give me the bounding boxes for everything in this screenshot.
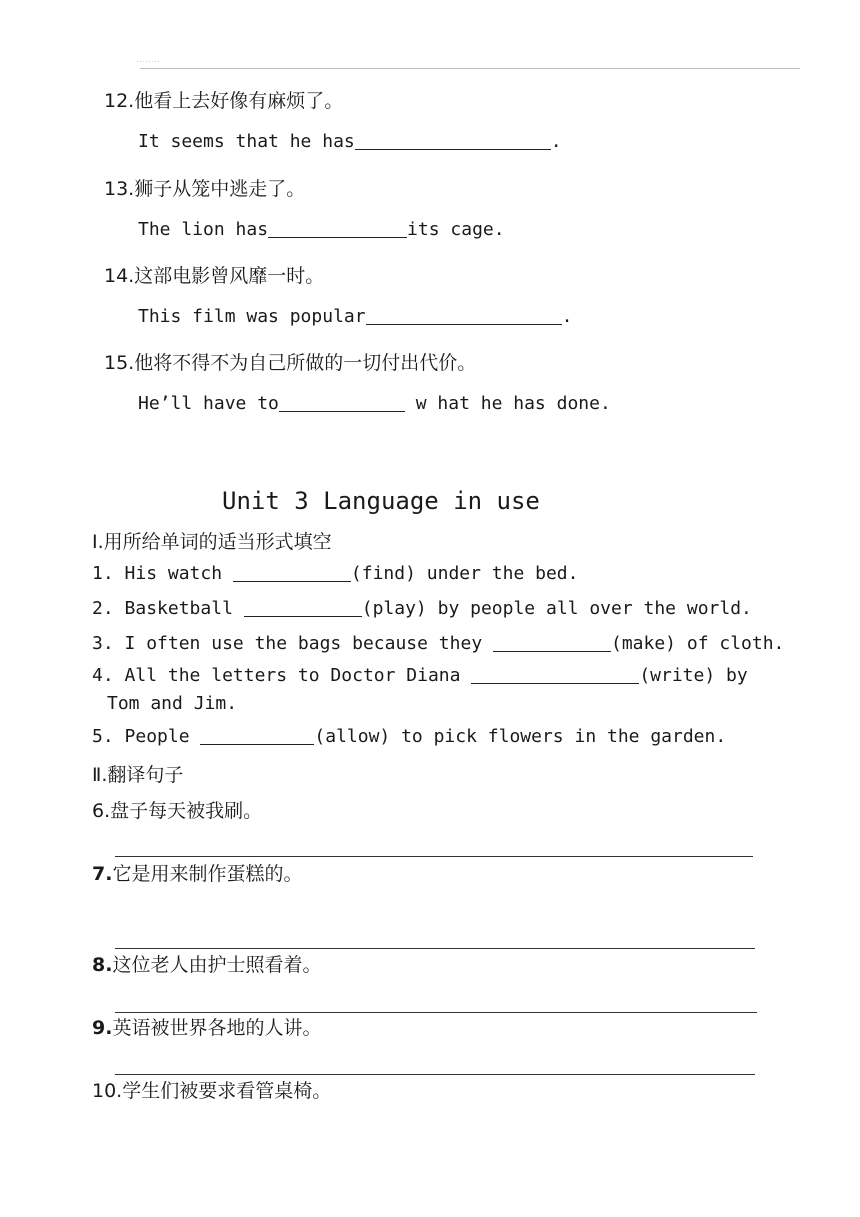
fill-item-4: 4. All the letters to Doctor Diana (write) by — [92, 665, 748, 686]
answer-blank[interactable] — [471, 682, 639, 684]
translate-item-6: 6.盘子每天被我刷。 — [92, 800, 263, 822]
question-12-english: It seems that he has . — [138, 131, 562, 152]
answer-line[interactable] — [115, 1074, 755, 1075]
answer-line[interactable] — [115, 856, 753, 857]
answer-blank[interactable] — [233, 580, 351, 582]
question-14-chinese: 14.这部电影曾风靡一时。 — [104, 265, 325, 287]
question-15-english: He’ll have to w hat he has done. — [138, 393, 611, 414]
fill-item-2: 2. Basketball (play) by people all over the world. — [92, 598, 752, 619]
header-mark: ........ — [136, 58, 161, 64]
answer-blank[interactable] — [493, 650, 611, 652]
fill-item-1: 1. His watch (find) under the bed. — [92, 563, 579, 584]
fill-item-4-continuation: Tom and Jim. — [107, 693, 238, 714]
translate-item-8: 8.这位老人由护士照看着。 — [92, 954, 322, 976]
question-12-chinese: 12.他看上去好像有麻烦了。 — [104, 90, 344, 112]
fill-item-5: 5. People (allow) to pick flowers in the garden. — [92, 726, 727, 747]
question-15-chinese: 15.他将不得不为自己所做的一切付出代价。 — [104, 352, 477, 374]
answer-blank[interactable] — [200, 743, 314, 745]
answer-blank[interactable] — [355, 148, 551, 150]
question-13-english: The lion has its cage. — [138, 219, 505, 240]
answer-blank[interactable] — [244, 615, 362, 617]
answer-blank[interactable] — [366, 323, 562, 325]
fill-item-3: 3. I often use the bags because they (make) of cloth. — [92, 633, 785, 654]
answer-blank[interactable] — [279, 410, 405, 412]
header-rule — [140, 68, 800, 69]
answer-blank[interactable] — [268, 236, 407, 238]
translate-item-9: 9.英语被世界各地的人讲。 — [92, 1017, 322, 1039]
translate-item-10: 10.学生们被要求看管桌椅。 — [92, 1080, 332, 1102]
section-1-heading: Ⅰ.用所给单词的适当形式填空 — [92, 531, 332, 553]
question-14-english: This film was popular . — [138, 306, 573, 327]
question-13-chinese: 13.狮子从笼中逃走了。 — [104, 178, 306, 200]
unit-title: Unit 3 Language in use — [222, 487, 540, 515]
translate-item-7: 7.它是用来制作蛋糕的。 — [92, 863, 303, 885]
section-2-heading: Ⅱ.翻译句子 — [92, 764, 184, 786]
answer-line[interactable] — [115, 948, 755, 949]
